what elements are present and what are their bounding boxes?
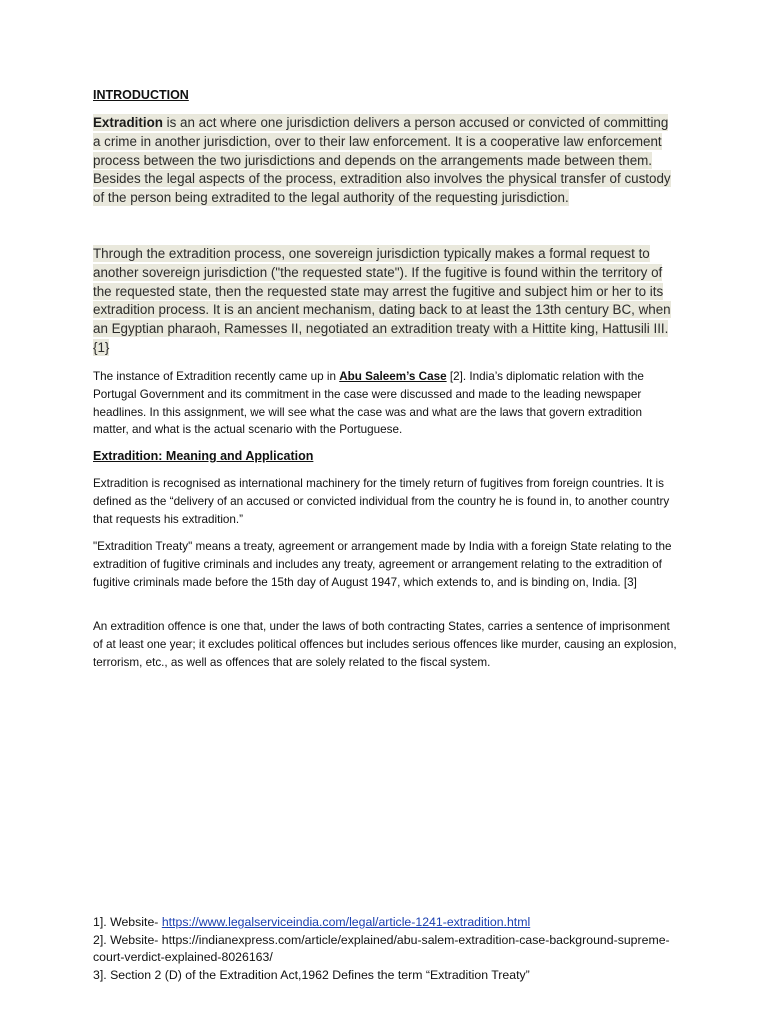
intro-paragraph-1 xyxy=(93,114,678,208)
footnote-1-link[interactable]: https://www.legalserviceindia.com/legal/article-1241-extradition.html xyxy=(161,915,531,929)
footnote-1-prefix: 1]. Website- xyxy=(93,915,162,929)
meaning-heading: Extradition: Meaning and Application xyxy=(93,449,314,463)
extradition-bold-term: Extradition xyxy=(93,115,163,130)
intro-paragraph-1-highlight xyxy=(93,114,671,206)
footnote-2: 2]. Website- https://indianexpress.com/article/explained/abu-salem-extradition-case-background-supreme-court-verdict-explained-8026163/ xyxy=(93,932,670,965)
footnotes xyxy=(93,914,693,984)
abu-saleem-case-link[interactable]: Abu Saleem’s Case xyxy=(339,370,447,383)
footnote-1 xyxy=(93,914,693,932)
intro-paragraph-1-text: is an act where one jurisdiction delivers a person accused or convicted of committing a crime in another jurisdiction, over to their law enforcement. It is a cooperative law enforcement process between the two jurisdictions and depends on the arrangements made between them. Besides the legal aspects of the process, extradition also involves the physical transfer of custody of the person being extradited to the legal authority of the requesting jurisdiction. xyxy=(93,115,671,206)
introduction-heading: INTRODUCTION xyxy=(93,88,189,102)
footnote-3: 3]. Section 2 (D) of the Extradition Act,1962 Defines the term “Extradition Treaty” xyxy=(93,967,530,982)
treaty-definition-paragraph: "Extradition Treaty" means a treaty, agreement or arrangement made by India with a foreign State relating to the extradition of fugitive criminals and includes any treaty, agreement or arrangement relating to the extradition of fugitive criminals made before the 15th day of August 1947, which extends to, and is binding on, India. [3] xyxy=(93,540,672,589)
intro-paragraph-2 xyxy=(93,245,678,358)
extradition-offence-paragraph: An extradition offence is one that, under the laws of both contracting States, carries a sentence of imprisonment of at least one year; it excludes political offences but includes serious offences like murder, causing an explosion, terrorism, etc., as well as offences that are solely related to the fiscal system. xyxy=(93,620,677,669)
intro-paragraph-2-highlight: Through the extradition process, one sovereign jurisdiction typically makes a formal request to another sovereign jurisdiction ("the requested state"). If the fugitive is found within the territory of the requested state, then the requested state may arrest the fugitive and subject him or her to its extradition process. It is an ancient mechanism, dating back to at least the 13th century BC, when an Egyptian pharaoh, Ramesses II, negotiated an extradition treaty with a Hittite king, Hattusili III. {1} xyxy=(93,246,671,355)
instance-text-after: [2]. India’s diplomatic relation with the Portugal Government and its commitment in the case were discussed and made to the leading newspaper headlines. In this assignment, we will see what the case was and what are the laws that govern extradition matter, and what is the actual scenario with the Portuguese. xyxy=(93,370,644,437)
instance-paragraph xyxy=(93,368,678,439)
meaning-paragraph-1: Extradition is recognised as international machinery for the timely return of fugitives from foreign countries. It is defined as the “delivery of an accused or convicted individual from the country he is found in, to another country that requests his extradition.” xyxy=(93,477,670,526)
instance-text-before: The instance of Extradition recently came up in xyxy=(93,370,340,383)
